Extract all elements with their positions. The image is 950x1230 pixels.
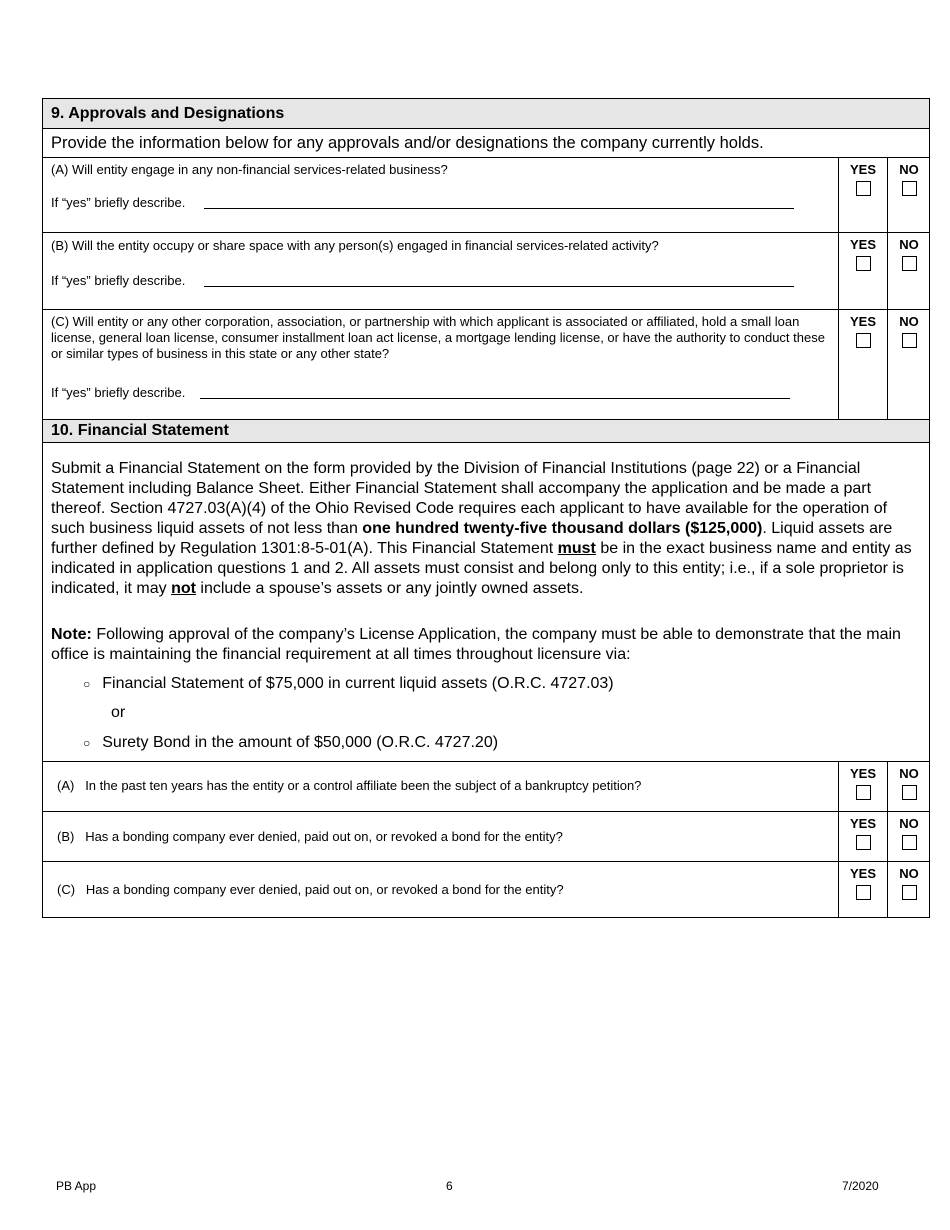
footer-date: 7/2020 bbox=[842, 1179, 879, 1193]
section-9-header bbox=[42, 98, 930, 129]
no-label: NO bbox=[899, 162, 919, 177]
question-10a bbox=[42, 761, 930, 812]
question-10b bbox=[42, 811, 930, 862]
page-number: 6 bbox=[446, 1179, 453, 1193]
question-9a-describe-line[interactable] bbox=[204, 208, 794, 209]
section-10-body bbox=[42, 442, 930, 762]
section-9-title: 9. Approvals and Designations bbox=[51, 104, 285, 122]
yes-checkbox[interactable] bbox=[856, 885, 871, 900]
bullet-icon: ○ bbox=[83, 736, 91, 750]
question-10c-yes bbox=[838, 862, 887, 917]
question-10a-yes bbox=[838, 762, 887, 811]
section-9-intro-text: Provide the information below for any approvals and/or designations the company currently holds. bbox=[51, 134, 764, 152]
yes-label: YES bbox=[849, 766, 876, 781]
no-label: NO bbox=[899, 237, 919, 252]
question-10b-yes bbox=[838, 812, 887, 861]
financial-statement-paragraph: Submit a Financial Statement on the form provided by the Division of Financial Institutions (page 22) or a Financial Statement including Balance Sheet. Either Financial Statement shall accompany the application and be made a part thereof. Section 4727.03(A)(4) of the Ohio Revised Code requires each applicant to have available for the operation of such business liquid assets of not less than one hundred twenty-five thousand dollars ($125,000). Liquid assets are further defined by Regulation 1301:8-5-01(A). This Financial Statement must be in the exact business name and entity as indicated in application questions 1 and 2. All assets must consist and belong only to this entity; i.e., if a sole proprietor is indicated, it may not include a spouse’s assets or any jointly owned assets. bbox=[51, 460, 912, 597]
question-9a bbox=[42, 157, 930, 233]
no-checkbox[interactable] bbox=[902, 835, 917, 850]
no-checkbox[interactable] bbox=[902, 181, 917, 196]
no-label: NO bbox=[899, 766, 919, 781]
question-9a-no bbox=[887, 158, 930, 232]
question-9b-describe-label: If “yes” briefly describe. bbox=[51, 273, 186, 288]
bullet-surety-bond: ○ Surety Bond in the amount of $50,000 (O.R.C. 4727.20) bbox=[83, 734, 499, 751]
question-9c-yes bbox=[838, 310, 887, 419]
yes-checkbox[interactable] bbox=[856, 835, 871, 850]
question-9b-no bbox=[887, 233, 930, 309]
yes-label: YES bbox=[849, 314, 876, 329]
question-9c-text: (C) Will entity or any other corporation, association, or partnership with which applicant is associated or affiliated, hold a small loan license, general loan license, consumer installment loan act license, a mortgage lending license, or have the authority to conduct these or similar types of business in this state or any other state? bbox=[51, 314, 825, 361]
section-9-intro bbox=[42, 128, 930, 158]
yes-checkbox[interactable] bbox=[856, 256, 871, 271]
question-9a-text: (A) Will entity engage in any non-financial services-related business? bbox=[51, 162, 448, 177]
or-text: or bbox=[111, 704, 126, 721]
no-label: NO bbox=[899, 816, 919, 831]
bullet-icon: ○ bbox=[83, 677, 91, 691]
question-9b bbox=[42, 232, 930, 310]
yes-checkbox[interactable] bbox=[856, 333, 871, 348]
question-10c-text: (C) Has a bonding company ever denied, paid out on, or revoked a bond for the entity? bbox=[57, 882, 564, 897]
no-label: NO bbox=[899, 866, 919, 881]
bullet-financial-statement: ○ Financial Statement of $75,000 in current liquid assets (O.R.C. 4727.03) bbox=[83, 675, 614, 692]
question-9c-no bbox=[887, 310, 930, 419]
yes-label: YES bbox=[849, 162, 876, 177]
footer-left: PB App bbox=[56, 1179, 97, 1193]
question-9c-describe-line[interactable] bbox=[200, 398, 790, 399]
question-9c-describe-label: If “yes” briefly describe. bbox=[51, 385, 186, 400]
question-9b-describe-line[interactable] bbox=[204, 286, 794, 287]
question-9b-text: (B) Will the entity occupy or share space with any person(s) engaged in financial services-related activity? bbox=[51, 238, 659, 253]
yes-label: YES bbox=[849, 816, 876, 831]
note-paragraph: Note: Following approval of the company’s License Application, the company must be able to demonstrate that the main office is maintaining the financial requirement at all times throughout licensure via: bbox=[51, 626, 901, 663]
question-10c bbox=[42, 861, 930, 918]
question-9c bbox=[42, 309, 930, 420]
no-checkbox[interactable] bbox=[902, 333, 917, 348]
question-9a-describe-label: If “yes” briefly describe. bbox=[51, 195, 186, 210]
no-checkbox[interactable] bbox=[902, 785, 917, 800]
yes-checkbox[interactable] bbox=[856, 181, 871, 196]
question-10a-text: (A) In the past ten years has the entity or a control affiliate been the subject of a bankruptcy petition? bbox=[57, 778, 642, 793]
yes-checkbox[interactable] bbox=[856, 785, 871, 800]
question-10b-no bbox=[887, 812, 930, 861]
yes-label: YES bbox=[849, 237, 876, 252]
question-9a-yes bbox=[838, 158, 887, 232]
section-10-header bbox=[42, 419, 930, 443]
question-10b-text: (B) Has a bonding company ever denied, paid out on, or revoked a bond for the entity? bbox=[57, 829, 563, 844]
no-checkbox[interactable] bbox=[902, 256, 917, 271]
section-10-title: 10. Financial Statement bbox=[51, 422, 229, 439]
question-10a-no bbox=[887, 762, 930, 811]
no-checkbox[interactable] bbox=[902, 885, 917, 900]
yes-label: YES bbox=[849, 866, 876, 881]
question-9b-yes bbox=[838, 233, 887, 309]
no-label: NO bbox=[899, 314, 919, 329]
question-10c-no bbox=[887, 862, 930, 917]
